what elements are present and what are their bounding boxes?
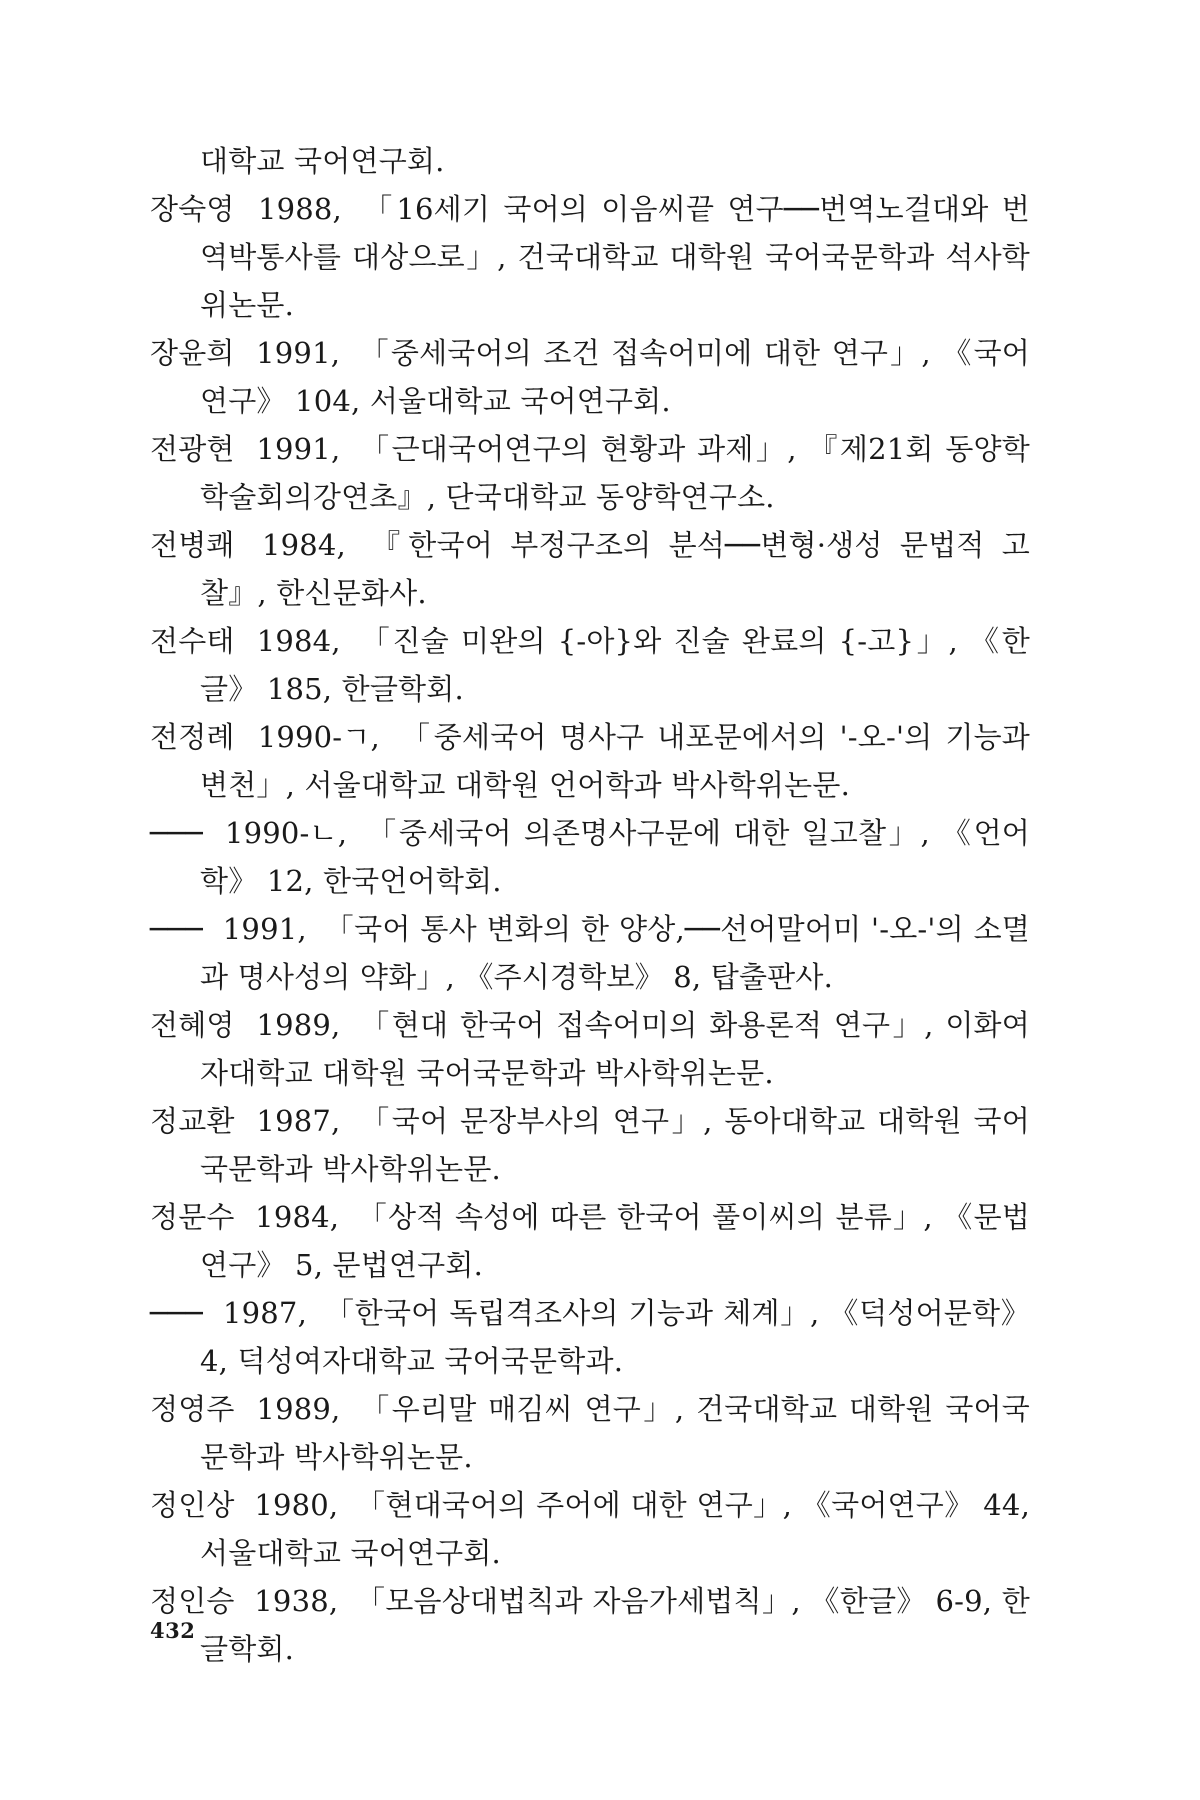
entry-year: 1989,	[256, 1392, 341, 1426]
entry-source: 《문법연구》 5, 문법연구회.	[200, 1200, 1030, 1282]
entry-year: 1991,	[222, 912, 307, 946]
entry-author: 정인승	[150, 1584, 235, 1618]
entry-title: 「한국어 독립격조사의 기능과 체계」,	[324, 1296, 820, 1330]
entry-author: 전혜영	[150, 1008, 235, 1042]
entry-year: 1984,	[261, 528, 346, 562]
entry-title: 「중세국어의 조건 접속어미에 대한 연구」,	[359, 336, 931, 370]
entry-year: 1980,	[254, 1488, 339, 1522]
entry-year: 1984,	[256, 624, 341, 658]
entry-source: 《국어연구》 104, 서울대학교 국어연구회.	[200, 336, 1031, 418]
bibliography-page	[150, 137, 1030, 1673]
bibliography-entry-11	[150, 1289, 1030, 1385]
entry-author: 정교환	[150, 1104, 235, 1138]
entry-source: 이화여자대학교 대학원 국어국문학과 박사학위논문.	[200, 1008, 1030, 1090]
entry-year: 1938,	[254, 1584, 339, 1618]
entry-source: 《덕성어문학》 4, 덕성여자대학교 국어국문학과.	[200, 1296, 1030, 1378]
entry-title: 『한국어 부정구조의 분석──변형·생성 문법적 고찰』,	[200, 528, 1030, 610]
entry-year: 1989,	[256, 1008, 341, 1042]
entry-author: 정문수	[150, 1200, 235, 1234]
entry-author: 정영주	[150, 1392, 235, 1426]
bibliography-entry-14	[150, 1577, 1030, 1673]
entry-title: 「진술 미완의 {-아}와 진술 완료의 {-고}」,	[360, 624, 958, 658]
entry-year: 1988,	[257, 192, 342, 226]
bibliography-entry-3	[150, 521, 1030, 617]
entry-source: 《한글》 6-9, 한글학회.	[200, 1584, 1030, 1666]
entry-source: 『제21회 동양학학술회의강연초』, 단국대학교 동양학연구소.	[200, 432, 1030, 514]
entry-year: 1984,	[255, 1200, 340, 1234]
entry-title: 「우리말 매김씨 연구」,	[360, 1392, 685, 1426]
entry-source: 《한글》 185, 한글학회.	[200, 624, 1030, 706]
entry-continuation: 대학교 국어연구회.	[200, 144, 445, 178]
bibliography-entry-5	[150, 713, 1030, 809]
entry-year: 1987,	[256, 1104, 341, 1138]
entry-title: 「근대국어연구의 현황과 과제」,	[360, 432, 797, 466]
entry-year: 1991,	[256, 432, 341, 466]
entry-title: 「중세국어 의존명사구문에 대한 일고찰」,	[367, 816, 930, 850]
page-number: 432	[150, 1618, 196, 1643]
entry-author: 전광현	[150, 432, 235, 466]
entry-title: 「국어 문장부사의 연구」,	[360, 1104, 713, 1138]
entry-title: 「중세국어 명사구 내포문에서의 '-오-'의 기능과 변천」,	[200, 720, 1031, 802]
entry-source: 한신문화사.	[276, 576, 427, 610]
entry-author: 전수태	[150, 624, 235, 658]
entry-year: 1990-ㄱ,	[257, 720, 380, 754]
entry-title: 「현대 한국어 접속어미의 화용론적 연구」,	[360, 1008, 934, 1042]
entry-author: ───	[150, 1296, 203, 1330]
entry-author: 전병쾌	[150, 528, 235, 562]
entry-source: 건국대학교 대학원 국어국문학과 석사학위논문.	[200, 240, 1030, 322]
bibliography-entry-1	[150, 329, 1030, 425]
entry-title: 「국어 통사 변화의 한 양상,──선어말어미 '-오-'의 소멸과 명사성의 약화」,	[200, 912, 1031, 994]
bibliography-entry-10	[150, 1193, 1030, 1289]
entry-title: 「모음상대법칙과 자음가세법칙」,	[355, 1584, 801, 1618]
bibliography-entry-8	[150, 1001, 1030, 1097]
entry-source: 건국대학교 대학원 국어국문학과 박사학위논문.	[200, 1392, 1030, 1474]
entry-source: 서울대학교 대학원 언어학과 박사학위논문.	[304, 768, 850, 802]
bibliography-entry-0	[150, 185, 1030, 329]
entry-title: 「현대국어의 주어에 대한 연구」,	[356, 1488, 793, 1522]
entry-source: 《주시경학보》 8, 탑출판사.	[464, 960, 834, 994]
bibliography-entry-9	[150, 1097, 1030, 1193]
entry-source: 《국어연구》 44, 서울대학교 국어연구회.	[200, 1488, 1030, 1570]
bibliography-entry-2	[150, 425, 1030, 521]
bibliography-entry-4	[150, 617, 1030, 713]
entry-title: 「16세기 국어의 이음씨끝 연구──번역노걸대와 번역박통사를 대상으로」,	[200, 192, 1030, 274]
entry-author: 장윤희	[150, 336, 235, 370]
bibliography-entry-13	[150, 1481, 1030, 1577]
entry-title: 「상적 속성에 따른 한국어 풀이씨의 분류」,	[357, 1200, 933, 1234]
bibliography-entry-6	[150, 809, 1030, 905]
entry-author: 정인상	[150, 1488, 235, 1522]
entry-author: ───	[150, 912, 203, 946]
entry-author: 장숙영	[150, 192, 235, 226]
entry-year: 1991,	[256, 336, 341, 370]
entry-source: 동아대학교 대학원 국어국문학과 박사학위논문.	[200, 1104, 1030, 1186]
entry-year: 1990-ㄴ,	[224, 816, 348, 850]
bibliography-entry-7	[150, 905, 1030, 1001]
entry-author: ───	[150, 816, 203, 850]
bibliography-entry-12	[150, 1385, 1030, 1481]
entry-author: 전정례	[150, 720, 235, 754]
entry-source: 《언어학》 12, 한국언어학회.	[200, 816, 1031, 898]
entry-year: 1987,	[222, 1296, 307, 1330]
